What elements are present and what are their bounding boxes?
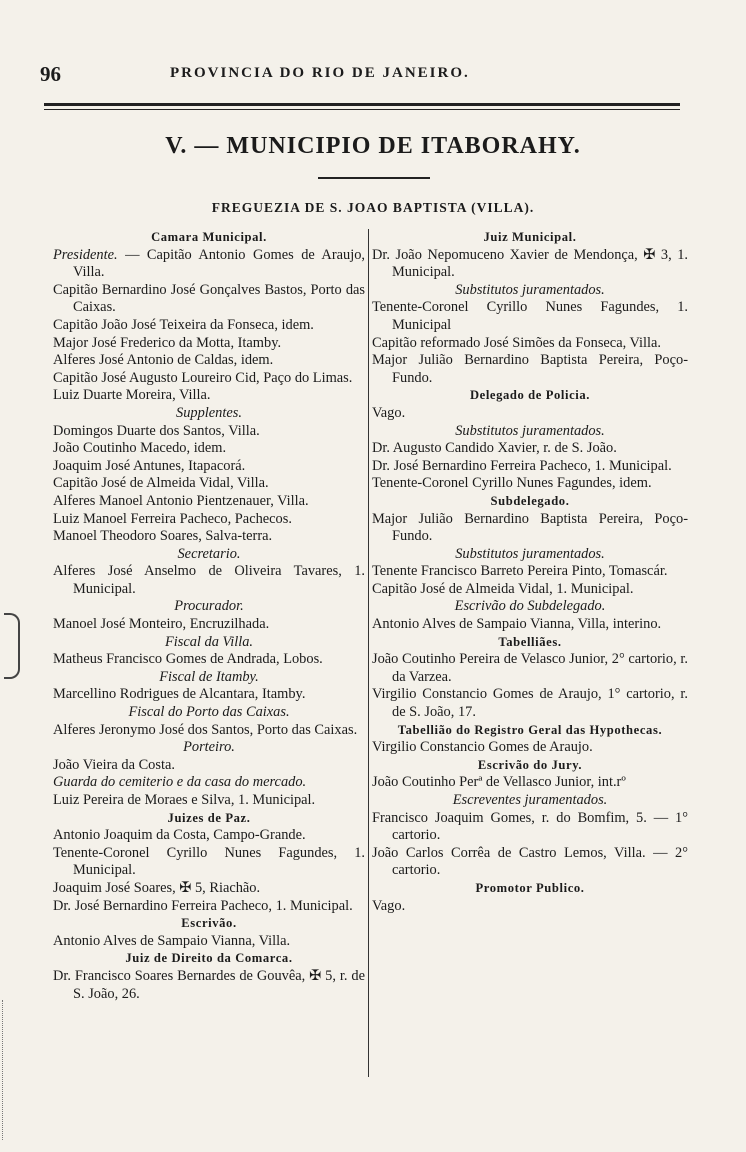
subheading-procurador: Procurador. bbox=[174, 598, 244, 615]
list-item: João Coutinho Pereira de Velasco Junior, 2° cartorio, r. da Varzea. bbox=[372, 651, 688, 685]
list-item: Major José Frederico da Motta, Itamby. bbox=[53, 334, 282, 351]
list-item: Dr. José Bernardino Ferreira Pacheco, 1. Municipal. bbox=[372, 457, 672, 474]
section-heading-registro: Tabellião do Registro Geral das Hypothecas. bbox=[397, 722, 663, 737]
list-item: Virgilio Constancio Gomes de Araujo, 1° cartorio, r. de S. João, 17. bbox=[372, 686, 688, 721]
subheading-substitutos: Substitutos juramentados. bbox=[455, 545, 605, 562]
section-heading-jury: Escrivão do Jury. bbox=[477, 757, 583, 772]
chapter-title: V. — MUNICIPIO DE ITABORAHY. bbox=[165, 133, 581, 159]
list-item: Manoel Theodoro Soares, Salva-terra. bbox=[53, 528, 273, 545]
parish-title: FREGUEZIA DE S. JOAO BAPTISTA (VILLA). bbox=[211, 200, 535, 215]
list-item: Vago. bbox=[372, 897, 406, 914]
list-item: João Vieira da Costa. bbox=[53, 756, 175, 773]
section-heading-juiz-municipal: Juiz Municipal. bbox=[483, 230, 577, 244]
list-item: Dr. José Bernardino Ferreira Pacheco, 1. Municipal. bbox=[53, 897, 353, 914]
list-item: Major Julião Bernardino Baptista Pereira, Poço-Fundo. bbox=[372, 510, 688, 545]
section-heading-delegado: Delegado de Policia. bbox=[469, 388, 591, 403]
subheading-porteiro: Porteiro. bbox=[183, 739, 235, 756]
subheading-fiscal-porto: Fiscal do Porto das Caixas. bbox=[128, 704, 290, 721]
list-item: Vago. bbox=[372, 404, 406, 421]
list-item: Antonio Alves de Sampaio Vianna, Villa, interino. bbox=[372, 616, 662, 633]
page-number: 96 bbox=[40, 62, 61, 86]
list-item: Luiz Duarte Moreira, Villa. bbox=[53, 387, 211, 404]
list-item: Capitão José de Almeida Vidal, 1. Municipal. bbox=[372, 580, 634, 597]
section-heading-camara: Camara Municipal. bbox=[151, 230, 267, 244]
list-item: Major Julião Bernardino Baptista Pereira, Poço-Fundo. bbox=[372, 352, 688, 386]
section-heading-juizes-paz: Juizes de Paz. bbox=[167, 810, 251, 825]
section-heading-escrivao: Escrivão. bbox=[181, 916, 237, 931]
list-item: João Coutinho Perª de Vellasco Junior, int.rº bbox=[372, 774, 626, 791]
list-item: Luiz Manoel Ferreira Pacheco, Pachecos. bbox=[53, 510, 292, 527]
section-heading-subdelegado: Subdelegado. bbox=[490, 493, 570, 508]
list-item: Tenente Francisco Barreto Pereira Pinto, Tomascár. bbox=[372, 563, 668, 580]
list-item: Manoel José Monteiro, Encruzilhada. bbox=[53, 616, 270, 633]
section-heading-juiz-direito: Juiz de Direito da Comarca. bbox=[125, 951, 293, 966]
list-item: Joaquim José Soares, ✠ 5, Riachão. bbox=[53, 879, 261, 896]
margin-bracket-mark bbox=[4, 613, 20, 679]
subheading-escreventes: Escreventes juramentados. bbox=[452, 792, 608, 808]
list-item: Alferes Manoel Antonio Pientzenauer, Villa. bbox=[53, 492, 309, 509]
subheading-substitutos: Substitutos juramentados. bbox=[455, 422, 605, 439]
title-rule bbox=[318, 177, 430, 179]
list-item: Dr. Francisco Soares Bernardes de Gouvêa, ✠ 5, r. de S. João, 26. bbox=[53, 967, 365, 1002]
subheading-escrivao-subdelegado: Escrivão do Subdelegado. bbox=[454, 598, 606, 615]
list-item: João Carlos Corrêa de Castro Lemos, Villa. — 2° cartorio. bbox=[372, 844, 688, 879]
list-item: Tenente-Coronel Cyrillo Nunes Fagundes, 1. Municipal. bbox=[53, 844, 365, 879]
list-item: Capitão José de Almeida Vidal, Villa. bbox=[53, 475, 269, 492]
list-item: Joaquim José Antunes, Itapacorá. bbox=[53, 457, 246, 474]
list-item: Tenente-Coronel Cyrillo Nunes Fagundes, idem. bbox=[372, 475, 652, 492]
list-item: Francisco Joaquim Gomes, r. do Bomfim, 5. — 1° cartorio. bbox=[372, 809, 688, 844]
list-item: Virgilio Constancio Gomes de Araujo. bbox=[372, 739, 593, 756]
left-column bbox=[53, 229, 365, 1003]
subheading-supplentes: Supplentes. bbox=[176, 404, 242, 421]
list-item: Tenente-Coronel Cyrillo Nunes Fagundes, 1. Municipal bbox=[372, 299, 688, 333]
section-heading-promotor: Promotor Publico. bbox=[475, 880, 585, 895]
subheading-secretario: Secretario. bbox=[177, 545, 241, 562]
list-item: Domingos Duarte dos Santos, Villa. bbox=[53, 422, 260, 439]
list-item: Capitão José Augusto Loureiro Cid, Paço do Limas. bbox=[53, 369, 353, 386]
running-head bbox=[0, 62, 746, 86]
entry-presidente bbox=[53, 247, 365, 282]
list-item: Dr. João Nepomuceno Xavier de Mendonça, ✠ 3, 1. Municipal. bbox=[372, 246, 688, 281]
list-item: Matheus Francisco Gomes de Andrada, Lobos. bbox=[53, 651, 323, 668]
list-item: Marcellino Rodrigues de Alcantara, Itamby. bbox=[53, 686, 306, 703]
list-item: Luiz Pereira de Moraes e Silva, 1. Municipal. bbox=[53, 792, 316, 808]
list-item: Capitão Bernardino José Gonçalves Bastos, Porto das Caixas. bbox=[53, 281, 365, 316]
list-item: Dr. Augusto Candido Xavier, r. de S. João. bbox=[372, 440, 617, 457]
list-item: Capitão João José Teixeira da Fonseca, idem. bbox=[53, 316, 314, 333]
header-rule-thin bbox=[44, 109, 680, 110]
page-edge-mark bbox=[2, 1000, 3, 1140]
list-item: João Coutinho Macedo, idem. bbox=[53, 440, 227, 457]
presidente-name: — Capitão Antonio Gomes de Araujo, Villa. bbox=[73, 246, 365, 281]
column-divider bbox=[368, 229, 369, 1077]
list-item: Alferes José Antonio de Caldas, idem. bbox=[53, 352, 274, 369]
subheading-guarda: Guarda do cemiterio e da casa do mercado. bbox=[53, 774, 307, 791]
right-column bbox=[372, 229, 688, 915]
subheading-fiscal-villa: Fiscal da Villa. bbox=[164, 633, 254, 650]
subheading-substitutos: Substitutos juramentados. bbox=[455, 281, 605, 298]
running-title: PROVINCIA DO RIO DE JANEIRO. bbox=[170, 65, 470, 81]
list-item: Alferes José Anselmo de Oliveira Tavares, 1. Municipal. bbox=[53, 563, 365, 597]
list-item: Capitão reformado José Simões da Fonseca, Villa. bbox=[372, 334, 662, 351]
presidente-label: Presidente. bbox=[53, 246, 118, 263]
list-item: Antonio Joaquim da Costa, Campo-Grande. bbox=[53, 827, 306, 844]
subheading-fiscal-itamby: Fiscal de Itamby. bbox=[159, 668, 259, 685]
list-item: Alferes Jeronymo José dos Santos, Porto das Caixas. bbox=[53, 721, 358, 738]
list-item: Antonio Alves de Sampaio Vianna, Villa. bbox=[53, 932, 291, 949]
section-heading-tabelliaes: Tabelliães. bbox=[498, 634, 562, 649]
header-rule-thick bbox=[44, 103, 680, 106]
